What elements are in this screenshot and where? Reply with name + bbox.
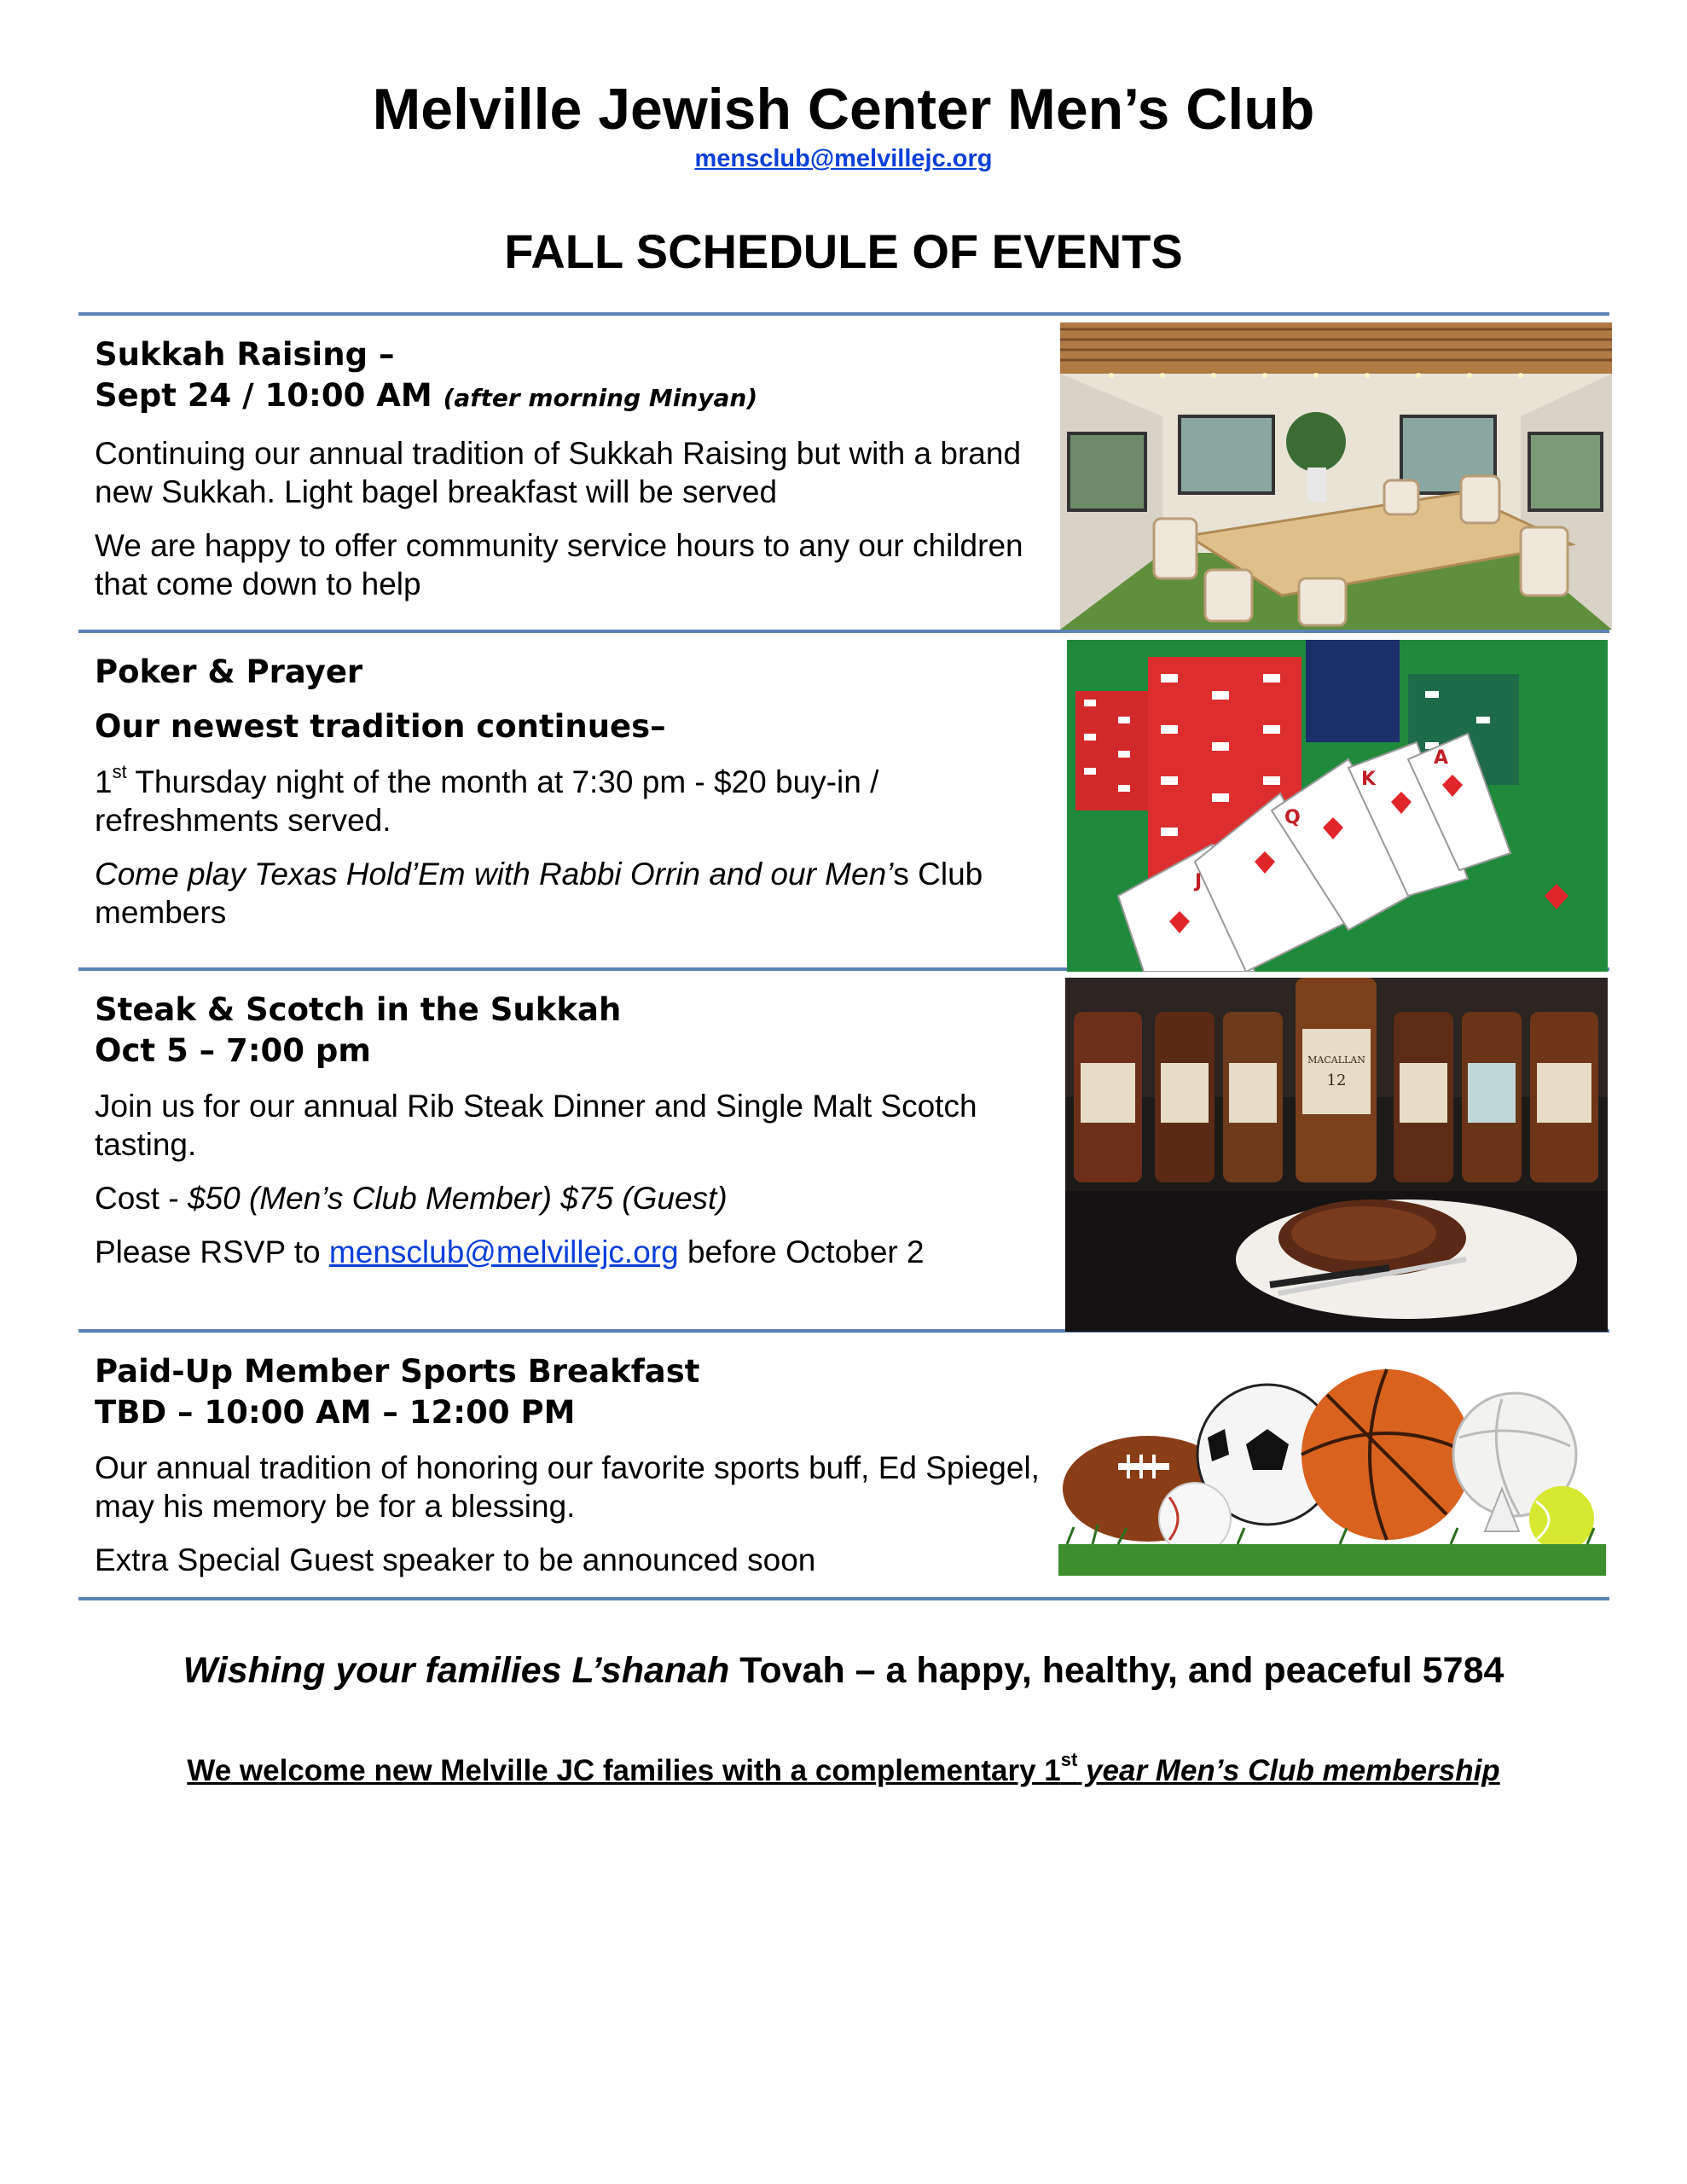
event-description-rest: s Club members (95, 857, 983, 930)
event-description: Join us for our annual Rib Steak Dinner and Single Malt Scotch tasting. (95, 1089, 977, 1162)
event-rsvp (95, 1233, 1041, 1271)
event-title (95, 1351, 1041, 1433)
steak-scotch-image (1065, 978, 1608, 1332)
card-letter-j: J (1195, 871, 1203, 892)
event-description-italic: Come play Texas Hold’Em with Rabbi Orrin and our Men’ (95, 857, 894, 892)
divider-bottom (78, 1597, 1609, 1600)
header-email-link[interactable]: mensclub@melvillejc.org (694, 145, 993, 172)
welcome-message (0, 1751, 1687, 1791)
event-date: Sept 24 / 10:00 AM (95, 377, 432, 414)
cost-label: Cost - (95, 1181, 188, 1216)
event-title-line1: Sukkah Raising – (95, 336, 395, 373)
event-description-text: Thursday night of the month at 7:30 pm - $20 buy-in / refreshments served. (95, 764, 879, 838)
holiday-greeting (0, 1647, 1687, 1694)
event-poker-prayer (95, 652, 1041, 932)
event-title-line1: Paid-Up Member Sports Breakfast (95, 1353, 700, 1390)
event-description: Continuing our annual tradition of Sukkah Raising but with a brand new Sukkah. Light bagel breakfast will be served (95, 436, 1022, 509)
event-title-line1: Steak & Scotch in the Sukkah (95, 991, 622, 1028)
event-description-2 (95, 855, 1041, 932)
poker-image (1067, 640, 1608, 972)
bottle-number: 12 (1326, 1072, 1347, 1089)
page-title: Melville Jewish Center Men’s Club (372, 77, 1315, 142)
event-description: Our annual tradition of honoring our favorite sports buff, Ed Spiegel, may his memory be for a blessing. (95, 1450, 1040, 1524)
cost-values: $50 (Men’s Club Member) $75 (Guest) (187, 1181, 728, 1216)
greeting-rest: Tovah – a happy, healthy, and peaceful 5784 (729, 1650, 1504, 1691)
event-title (95, 990, 1041, 1072)
divider-1 (78, 630, 1609, 633)
ordinal-number: 1 (95, 764, 113, 799)
ordinal-suffix: st (112, 760, 127, 782)
bottle-label: MACALLAN (1307, 1054, 1365, 1066)
rsvp-label: Please RSVP to (95, 1234, 329, 1269)
card-letter-a: A (1434, 747, 1449, 769)
sports-balls-image (1058, 1361, 1606, 1576)
event-title (95, 334, 1041, 419)
header-email (0, 143, 1687, 174)
event-cost (95, 1179, 1041, 1217)
divider-top (78, 312, 1609, 316)
schedule-heading: FALL SCHEDULE OF EVENTS (504, 224, 1183, 278)
card-letter-q: Q (1284, 807, 1301, 828)
welcome-text: We welcome new Melville JC families with a complementary 1 (187, 1754, 1061, 1787)
event-description (95, 760, 1041, 839)
event-subtitle: Our newest tradition continues– (95, 708, 666, 745)
event-description-2: We are happy to offer community service hours to any our children that come down to help (95, 528, 1023, 601)
rsvp-email-link[interactable]: mensclub@melvillejc.org (328, 1234, 679, 1269)
event-title: Poker & Prayer (95, 653, 363, 690)
event-date: Oct 5 – 7:00 pm (95, 1032, 371, 1069)
event-steak-scotch (95, 990, 1041, 1271)
event-date: TBD – 10:00 AM – 12:00 PM (95, 1394, 576, 1431)
rsvp-deadline: before October 2 (678, 1234, 925, 1269)
event-sukkah-raising (95, 334, 1041, 603)
event-note: (after morning Minyan) (443, 384, 758, 412)
greeting-italic: Wishing your families L’shanah (183, 1650, 730, 1691)
event-description-2: Extra Special Guest speaker to be announced soon (95, 1542, 816, 1577)
card-letter-k: K (1361, 769, 1377, 790)
event-sports-breakfast (95, 1351, 1041, 1579)
welcome-italic: year Men’s Club membership (1077, 1754, 1500, 1787)
ordinal-suffix: st (1060, 1749, 1078, 1771)
sukkah-image (1060, 322, 1612, 630)
